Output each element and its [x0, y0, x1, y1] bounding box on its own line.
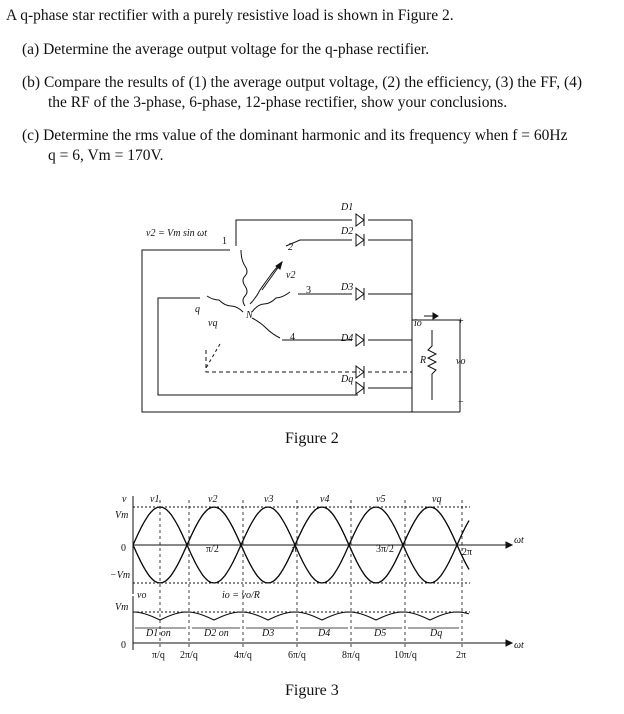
on-label-d1: D1 on	[146, 628, 171, 639]
part-c-line2: q = 6, Vm = 170V.	[48, 147, 164, 164]
phase-label-v3: v3	[264, 494, 274, 505]
figure3-axes	[133, 496, 512, 650]
phase-label-v4: v4	[320, 494, 330, 505]
winding-4	[252, 318, 280, 338]
minus-sign: −	[458, 397, 464, 408]
wire-dq	[206, 350, 360, 372]
y-vm-label: Vm	[115, 510, 129, 521]
vo-label: vo	[456, 356, 466, 367]
resistor-R	[428, 340, 436, 380]
winding-q	[207, 296, 243, 312]
winding-number-q: q	[195, 304, 200, 315]
tick-pi: π	[292, 544, 298, 555]
phase-label-v1: v1	[150, 494, 160, 505]
winding-number-2: 2	[288, 242, 293, 253]
diode-d4-label: D4	[341, 333, 354, 344]
diode-d1-symbol	[356, 214, 364, 226]
output-waveform	[133, 612, 469, 620]
wire-load	[412, 320, 460, 412]
v2-label: v2	[286, 270, 296, 281]
neutral-label: N	[246, 310, 253, 321]
y-neg-label: −Vm	[110, 570, 131, 581]
figure3-caption: Figure 3	[285, 682, 339, 699]
y-axis-label: v	[122, 494, 127, 505]
diode-symbols	[356, 214, 364, 394]
on-label-d4: D4	[318, 628, 331, 639]
io-arrow-icon	[433, 313, 438, 319]
on-label-d2: D2 on	[204, 628, 229, 639]
part-c-line1: (c) Determine the rms value of the dominant harmonic and its frequency when f = 60Hz	[22, 127, 568, 144]
diode-d2-symbol	[356, 234, 364, 246]
bottom-tick-5: 8π/q	[342, 650, 360, 661]
on-label-d5: D5	[374, 628, 387, 639]
diode-d3-symbol	[356, 288, 364, 300]
diode-extra-symbol	[356, 382, 364, 394]
bottom-tick-6: 10π/q	[394, 650, 417, 661]
phase-label-vq: vq	[432, 494, 442, 505]
zero2-label: 0	[121, 640, 126, 651]
bottom-tick-7: 2π	[456, 650, 467, 661]
winding-number-4: 4	[290, 332, 295, 343]
bottom-tick-1: π/q	[152, 650, 165, 661]
source-label: v2 = Vm sin ωt	[146, 228, 208, 239]
diode-dq-label: Dq	[341, 374, 354, 385]
vo-axis-label: vo	[137, 590, 147, 601]
winding-1	[241, 250, 247, 306]
io-equation: io = vo/R	[222, 590, 260, 601]
axis-label-bottom: ωt	[514, 640, 524, 651]
winding-number-1: 1	[222, 236, 227, 247]
phase-label-v2: v2	[208, 494, 218, 505]
figure2-circuit	[142, 220, 460, 412]
part-a: (a) Determine the average output voltage for the q-phase rectifier.	[22, 41, 430, 58]
part-b-line2: the RF of the 3-phase, 6-phase, 12-phase rectifier, show your conclusions.	[48, 94, 508, 111]
diode-d4-symbol	[356, 334, 364, 346]
diode-d3-label: D3	[341, 282, 354, 293]
vq-label: vq	[208, 318, 218, 329]
bottom-tick-2: 2π/q	[180, 650, 198, 661]
tick-3pi2: 3π/2	[376, 544, 394, 555]
part-b-line1: (b) Compare the results of (1) the average output voltage, (2) the efficiency, (3) the FF, (4)	[22, 74, 583, 91]
axis-label-top: ωt	[514, 535, 524, 546]
resistor-label: R	[420, 355, 427, 366]
io-label: io	[414, 318, 422, 329]
diode-d2-label: D2	[341, 226, 354, 237]
rectified-output-wave	[133, 612, 469, 620]
on-label-dq: Dq	[430, 628, 443, 639]
wire-outer-2	[158, 298, 358, 395]
winding-number-3: 3	[306, 285, 311, 296]
tick-2pi: 2π	[462, 547, 473, 558]
wire-d2	[286, 240, 352, 246]
y-zero-label: 0	[121, 543, 126, 554]
intro-text: A q-phase star rectifier with a purely resistive load is shown in Figure 2.	[6, 7, 454, 24]
plus-sign: +	[458, 316, 464, 327]
vm2-label: Vm	[115, 602, 129, 613]
figure2-caption: Figure 2	[285, 430, 339, 447]
phase-label-v5: v5	[376, 494, 386, 505]
on-label-d3: D3	[262, 628, 275, 639]
bottom-tick-4: 6π/q	[288, 650, 306, 661]
tick-pi2: π/2	[206, 544, 219, 555]
diode-d1-label: D1	[341, 202, 354, 213]
bottom-tick-3: 4π/q	[234, 650, 252, 661]
